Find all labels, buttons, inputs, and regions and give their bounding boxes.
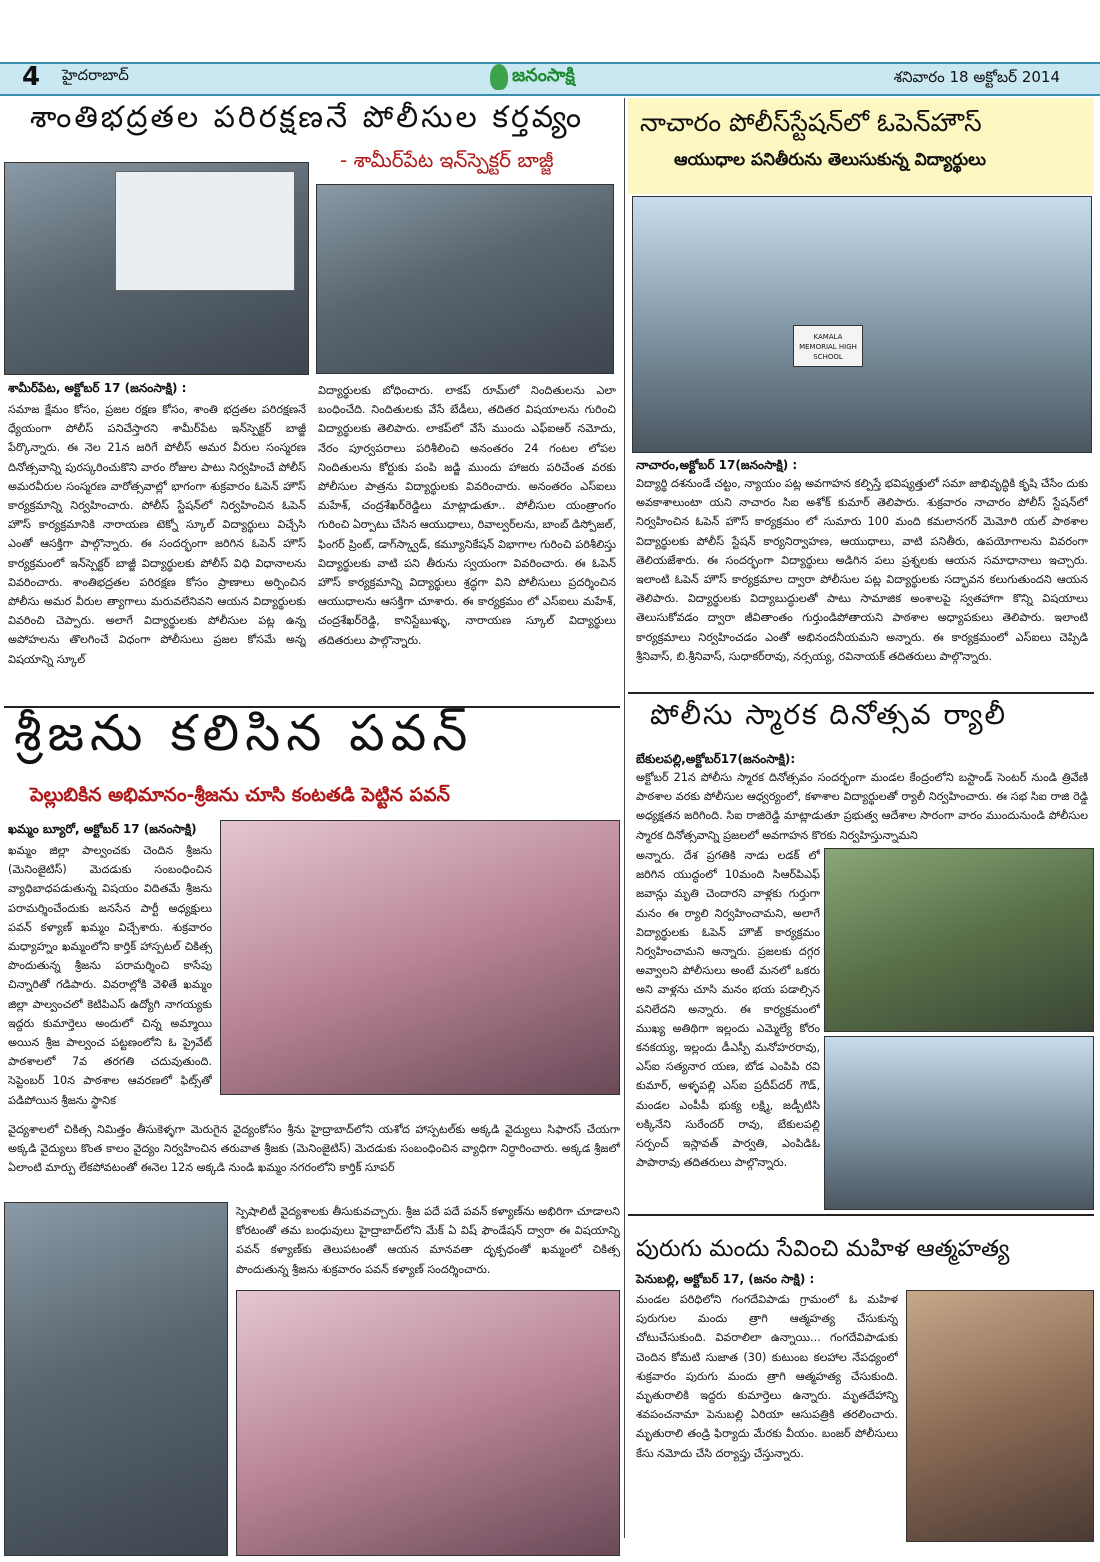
story1-headline: శాంతిభద్రతల పరిరక్షణనే పోలీసుల కర్తవ్యం [30,100,585,135]
column-rule [624,98,625,1538]
story3-photo-crowd [4,1202,228,1556]
brand-logo [490,60,612,94]
story1-photo-group [316,184,614,374]
story2-photo-students [632,196,1092,453]
story1-photo-classroom [4,162,309,375]
story5-body: మండల పరిధిలోని గంగదేవిపాడు గ్రామంలో ఓ మహిళ పురుగుల మందు త్రాగి ఆత్మహత్య చేసుకున్న చోటుచేసుకుంది. వివరాలిలా ఉన్నాయి... గంగదేవిపాడుకు చెందిన కోమటి సుజాత (30) కుటుంబ కలహాల నేపధ్యంలో శుక్రవారం పురుగు మందు త్రాగి ఆత్మహత్య చేసుకుంది. మృతురాలికి ఇద్దరు కుమార్తెలు ఉన్నారు. మృతదేహాన్ని శవపంచనామా పెనుబల్లి ఏరియా ఆసుపత్రికి తరలించారు. మృతురాలి తండ్రి ఫిర్యాదు మేరకు వీయం. బంజర్ పోలీసులు కేసు నమోదు చేసి దర్యాప్తు చేస్తున్నారు. [636,1293,898,1460]
story1-body-col2: విద్యార్థులకు బోధించారు. లాకప్ రూమ్‌లో నిందితులను ఎలా బంధించేది. నిందితులకు వేసే బేడీలు, తదితర విషయాలను గురించి విద్యార్థులకు తెలిపారు. లాకప్‌లో వేసే ముందు ఎఫ్ఐఆర్ నమోదు, నేరం పూర్వపరాలు పరిశీలించి అనంతరం 24 గంటల లోపల నిందితులను కోర్టుకు పంపి జడ్జి ముందు హాజరు పరిచేంత వరకు పోలీసుల పాత్రను విద్యార్థులకు వివరించారు. అనంతరం ఎస్ఐలు మహేశ్, చంద్రశేఖర్‌రెడ్డిలు మాట్లాడుతూ.. పోలీసుల యంత్రాంగం గురించి ఏర్పాటు చేసిన ఆయుధాలు, రివాల్వర్‌లను, బాంబ్ డిస్పోజల్, ఫింగర్ ప్రింట్, డాగ్‌స్క్వాడ్, కమ్యూనికేషన్ విభాగాల గురించి పరిశీలిస్తు విద్యార్థులకు వాటి పని తీరును స్వయంగా వివరించారు. ఈ ఓపెన్ హౌస్ కార్యక్రమాన్ని విద్యార్థులు శ్రద్ధగా విని పోలీసులు ప్రదర్శించిన ఆయుధాలను ఆసక్తిగా చూశారు. ఈ కార్యక్రమం లో ఎస్ఐలు మహేశ్, చంద్రశేఖర్‌రెడ్డి, కానిస్టేబుళ్ళు, నారాయణ స్కూల్ విద్యార్థులు తదితరులు పాల్గొన్నారు. [318,384,616,647]
brand-name: జనంసాక్షి [512,64,575,86]
story3-photo-bedside [236,1290,620,1556]
story3-subhead: పెల్లుబికిన అభిమానం-శ్రీజను చూసి కంటతడి పెట్టిన పవన్ [30,784,450,806]
issue-date: శనివారం 18 అక్టోబర్ 2014 [893,68,1060,86]
story4-body-top: అక్టోబర్ 21న పోలీసు స్మారక దినోత్సవం సందర్భంగా మండల కేంద్రంలోని బస్టాండ్ సెంటర్ నుండి త్రివేణి పాఠశాల వరకు పోలీసుల ఆధ్వర్యంలో, కళాశాల విద్యార్థులతో ర్యాలీ నిర్వహించారు. ఈ సభ సిఐ రాజి రెడ్డి అధ్యక్షతన జరిగింది. సిఐ రాజిరెడ్డి మాట్లాడుతూ ప్రభుత్వ ఆదేశాల సారంగా వారం ముందునుండి పోలీసుల స్మారక దినోత్సవాన్ని ప్రజలలో అవగాహన కొరకు నిర్వహిస్తున్నామని [636,771,1088,842]
story1-body-col1: సమాజ క్షేమం కోసం, ప్రజల రక్షణ కోసం, శాంతి భద్రతల పరిరక్షణనే ధ్యేయంగా పోలీస్ పనిచేస్తారని శామీర్‌పేట ఇన్‌స్పెక్టర్ బాజ్జీ పేర్కొన్నారు. ఈ నెల 21న జరిగే పోలీస్ అమర వీరుల సంస్మరణ దినోత్సవాన్ని పురస్కరించుకొని వారం రోజుల పాటు నిర్వహించే పోలీస్ అమరవీరుల సంస్మరణ వారోత్సవాల్లో భాగంగా శుక్రవారం ఓపెన్ హౌస్ కార్యక్రమాన్ని నిర్వహించారు. పోలీస్ స్టేషన్‌లో నిర్వహించిన ఓపెన్ హౌస్ కార్యక్రమానికి నారాయణ టెక్నో స్కూల్ విద్యార్థులు విచ్చేసి ఎంతో ఆసక్తిగా పాల్గొన్నారు. ఈ సందర్భంగా జరిగిన ఓపెన్ హౌస్ కార్యక్రమంలో ఇన్‌స్పెక్టర్ బాజ్జీ విద్యార్థులకు పోలీస్ విధి విధానాలను వివరించారు. శాంతిభద్రతల పరిరక్షణ కోసం ప్రాణాలు అర్పించిన పోలీసు అమర వీరుల త్యాగాలు మరువలేనివని ఆయన విద్యార్థులకు వివరించి చెప్పారు. అలాగే విద్యార్థులకు పోలీసుల పట్ల ఉన్న అపోహలను తొలగించే విధంగా పోలీసులు ప్రజల కోసమే అన్న విషయాన్ని స్కూల్ [8,403,306,666]
page-number: 4 [22,62,41,92]
story4-photo-stage [824,848,1094,1032]
story4-body-side: అన్నారు. దేశ ప్రగతికి నాడు లడక్ లో జరిగిన యుద్ధంలో 10మంది సిఆర్‌పిఎఫ్ జవాన్లు మృతి చెందారని వాళ్లకు గుర్తుగా మనం ఈ ర్యాలి నిర్వహించామని, అలాగే విద్యార్థులకు ఓపెన్ హౌజ్ కార్యక్రమం నిర్వహించామని అన్నారు. ప్రజలకు దగ్గర అవ్వాలని పోలీసులు అంటే మనలో ఒకరు అని వాళ్లను చూసి మనం భయ పడాల్సిన పనిలేదని అన్నారు. ఈ కార్యక్రమంలో ముఖ్య అతిథిగా ఇల్లందు ఎమ్మెల్యే కోరం కనకయ్య, ఇల్లందు డీఎస్పీ మనోహరరావు, ఎస్ఐ సత్యనార యణ, బోడ ఎంపిపి రవి కుమార్, అళ్ళపల్లి ఎస్ఐ ప్రదీప్‌దర్ గౌడ్, మండల ఎంపీపీ భుక్య లక్ష్మి, జడ్పీటిసి లక్కినేని సురేందర్ రావు, బేకులపల్లి సర్పంచ్ ఇస్లావత్ పార్వతి, ఎంపిడిఓ పాపారావు తదితరులు పాల్గొన్నారు. [636,849,820,1170]
story4-photo-rally [824,1036,1094,1210]
city-label: హైదరాబాద్ [62,66,129,84]
story2-body: విద్యార్థి దశనుండే చట్టం, న్యాయం పట్ల అవగాహన కల్పిస్తే భవిష్యత్తులో సమా జాభివృద్ధికి కృషి చేసేం దుకు అవకాశాలుంటా యని నాచారం సిఐ అశోక్ కుమార్ తెలిపారు. శుక్రవారం నాచారం పోలీస్ స్టేషన్‌లో నిర్వహించిన ఓపెన్ హౌస్ కార్యక్రమం లో సుమారు 100 మంది కమలానగర్ మెమోరి యల్ పాఠశాల విద్యార్థులకు పోలీస్ స్టేషన్ కార్యనిర్వాహణ, ఆయుధాలు, వాటి పనితీరు, ఉపయోగాలను వివరంగా తెలియజేశారు. ఈ సందర్భంగా విద్యార్థులు అడిగిన పలు ప్రశ్నలకు ఆయన సమాధానాలు ఇచ్చారు. ఇలాంటి ఓపెన్ హౌస్ కార్యక్రమాల ద్వారా పోలీసుల పట్ల విద్యార్థులకు సద్భావన కలుగుతుందని ఆయన తెలిపారు. విద్యార్థులకు విద్యాబుద్ధులతో పాటు సామాజిక అంశాలపై స్వతహాగా కొన్ని విషయాలు తెలుసుకోవడం ద్వారా జీవితాంతం గుర్తుండిపోతాయని పాఠశాల అధ్యాపకులు తెలిపారు. ఇలాంటి కార్యక్రమాలు నిర్వహించడం ఎంతో అభినందనీయమని అన్నారు. ఈ కార్యక్రమంలో ఎస్ఐలు చెప్పిడి శ్రీనివాస్, బి.శ్రీనివాస్, సుధాకర్‌రావు, నర్సయ్య, రవినాయక్ తదితరులు పాల్గొన్నారు. [636,477,1088,663]
school-banner: KAMALA MEMORIAL HIGH SCHOOL [793,325,863,367]
story3-body-lower: స్పెషాలిటీ వైద్యశాలకు తీసుకువచ్చారు. శ్రీజ పదే పదే పవన్ కళ్యాణ్‌ను అభిరిగా చూడాలని కోరటంతో తమ బంధువులు హైద్రాబాద్‌లోని మేక్ ఏ విష్ ఫౌండేషన్ ద్వారా ఈ విషయాన్ని పవన్ కళ్యాణ్‌కు తెలుపటంతో ఆయన మానవతా దృక్పధంతో ఖమ్మంలో చికిత్స పొందుతున్న శ్రీజను శుక్రవారం పవన్ కళ్యాణ్ సందర్శించారు. [236,1205,620,1276]
story2-headline: నాచారం పోలీస్‌స్టేషన్‌లో ఓపెన్‌హౌస్ [640,108,982,137]
story5-photo [906,1290,1094,1542]
story3-headline: శ్రీజను కలిసిన పవన్ [14,704,474,762]
wall-chart [115,171,295,291]
story2-dateline: నాచారం,అక్టోబర్ 17(జనంసాక్షి) : [636,458,798,472]
story4-dateline: బేకులపల్లి,అక్టోబర్17(జనంసాక్షి): [636,752,796,766]
story5-dateline: పెనుబల్లి, అక్టోబర్ 17, (జనం సాక్షి) : [636,1272,815,1286]
story4-headline: పోలీసు స్మారక దినోత్సవ ర్యాలీ [650,698,1008,731]
story4-top-rule [628,692,1094,694]
story1-subhead: - శామీర్‌పేట ఇన్‌స్పెక్టర్ బాజ్జీ [340,148,554,172]
story1-dateline: శామీర్‌పేట, అక్టోబర్ 17 (జనంసాక్షి) : [8,381,187,395]
story5-top-rule [628,1214,1094,1216]
story5-headline: పురుగు మందు సేవించి మహిళ ఆత్మహత్య [636,1236,1010,1262]
story3-dateline: ఖమ్మం బ్యూరో, అక్టోబర్ 17 (జనంసాక్షి) [8,822,197,836]
story2-subhead: ఆయుధాల పనితీరును తెలుసుకున్న విద్యార్థులు [674,150,987,170]
story3-photo-hospital [220,820,620,1095]
story3-body-narrow: ఖమ్మం జిల్లా పాల్వంచకు చెందిన శ్రీజను (మెనింజైటిస్) మెదడుకు సంబంధించిన వ్యాధిబాధపడుతున్న విషయం విదితమే శ్రీజను పరామర్శించేందుకు జనసేన పార్టీ అధ్యక్షులు పవన్ కళ్యాణ్ ఖమ్మం విచ్చేశారు. శుక్రవారం మధ్యాహ్నం ఖమ్మంలోని కార్తిక్ హాస్పటల్ చికిత్స పొందుతున్న శ్రీజను పరామర్శించి కాసేపు చిన్నారితో గడిపారు. వివరాల్లోకి వెళితే ఖమ్మం జిల్లా పాల్వంచలో కెటిపిఎస్ ఉద్యోగి నాగయ్యకు ఇద్దరు కుమార్తెలు అందులో చిన్న అమ్మాయి అయిన శ్రీజ పాల్వంచ పట్టణంలోని ఓ ప్రైవేట్ పాఠశాలలో 7వ తరగతి చదువుతుంది. సెప్టెంబర్ 10న పాఠశాల ఆవరణలో ఫిట్స్‌తో పడిపోయిన శ్రీజను స్థానిక [8,844,212,1107]
leaf-icon [490,64,508,90]
story3-body-wide: వైద్యశాలలో చికిత్స నిమిత్తం తీసుకెళ్ళగా మెరుగైన వైద్యంకోసం శ్రీను హైద్రాబాద్‌లోని యశోద హాస్పటల్‌కు అక్కడి వైద్యులు సిఫారస్ చేయగా అక్కడి వైద్యులు కొంత కాలం వైద్యం నిర్వహించిన తరువాత శ్రీజకు (మెనింజైటిస్) మెదడుకు సంబంధించిన వ్యాధిగా నిర్ధారించారు. అక్కడ శ్రీజలో ఏలాంటి మార్పు లేకపోవటంతో ఈనెల 12న అక్కడి నుండి ఖమ్మం నగరంలోని కార్తిక్ సూపర్ [8,1123,620,1175]
